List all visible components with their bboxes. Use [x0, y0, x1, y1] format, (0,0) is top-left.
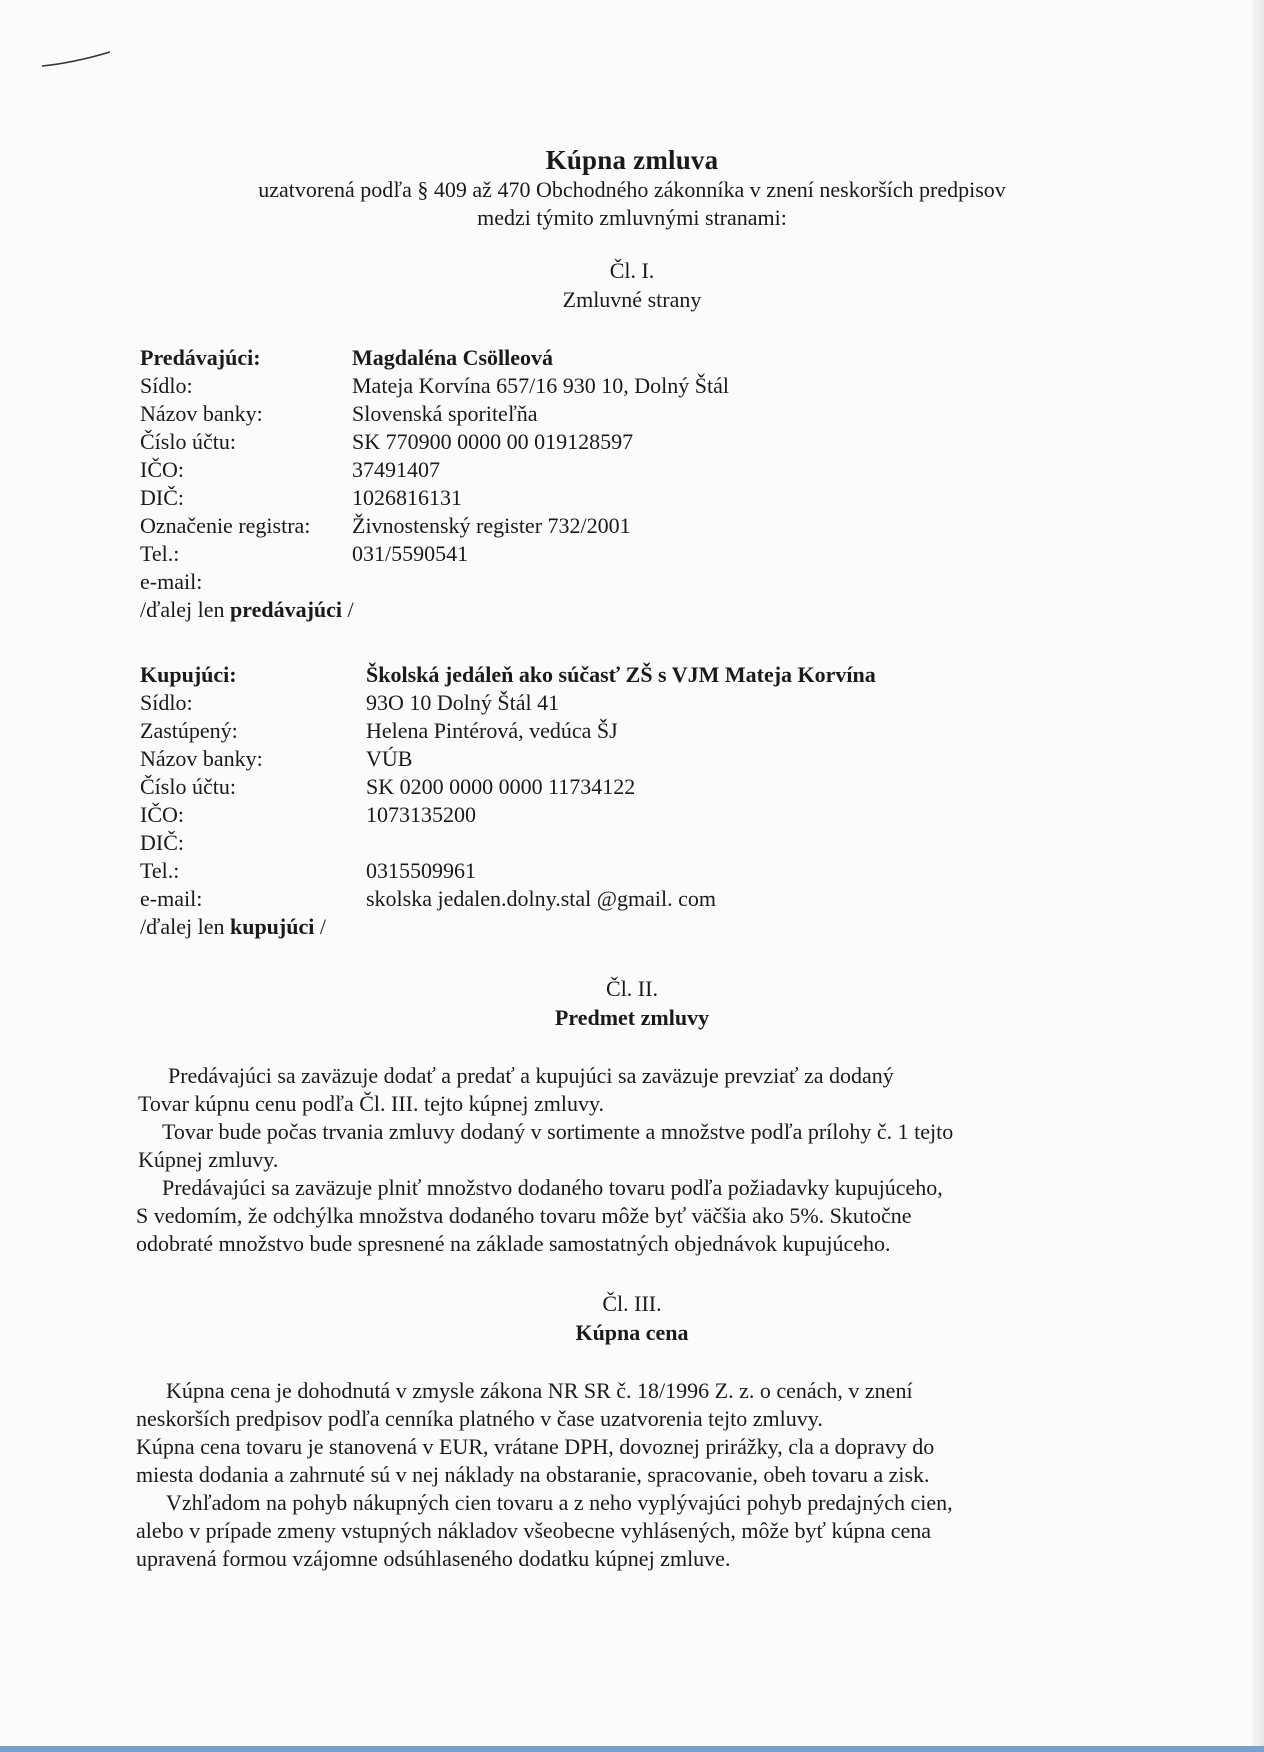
scan-right-edge	[1252, 0, 1264, 1752]
seller-name: Magdaléna Csölleová	[352, 345, 554, 370]
seller-value: Mateja Korvína 657/16 930 10, Dolný Štál	[352, 373, 730, 398]
buyer-value: skolska jedalen.dolny.stal @gmail. com	[366, 886, 716, 911]
seller-row-account	[140, 428, 1140, 456]
buyer-label: DIČ:	[140, 830, 184, 855]
seller-label: Označenie registra:	[140, 513, 311, 538]
buyer-label: Zastúpený:	[140, 718, 238, 743]
article3-line: Kúpna cena je dohodnutá v zmysle zákona NR SR č. 18/1996 Z. z. o cenách, v znení	[166, 1378, 913, 1403]
seller-row-phone	[140, 540, 1140, 568]
article3-line: upravená formou vzájomne odsúhlaseného dodatku kúpnej zmluve.	[136, 1546, 731, 1571]
seller-block	[140, 344, 1140, 624]
buyer-row-representative	[140, 717, 1140, 745]
seller-row-register	[140, 512, 1140, 540]
buyer-value: Helena Pintérová, vedúca ŠJ	[366, 718, 618, 743]
buyer-closing-prefix: /ďalej len	[140, 914, 230, 939]
buyer-closing	[140, 913, 1140, 941]
buyer-closing-term: kupujúci	[229, 914, 315, 939]
article2-title: Predmet zmluvy	[554, 1005, 710, 1030]
seller-heading-label: Predávajúci:	[140, 345, 261, 370]
buyer-value: 0315509961	[366, 858, 476, 883]
article1-title: Zmluvné strany	[562, 287, 702, 312]
buyer-row-bank	[140, 745, 1140, 773]
buyer-value: 1073135200	[366, 802, 476, 827]
seller-row-bank	[140, 400, 1140, 428]
article2-line: S vedomím, že odchýlka množstva dodaného tovaru môže byť väčšia ako 5%. Skutočne	[136, 1203, 912, 1228]
article1-number: Čl. I.	[609, 258, 655, 283]
article3-line: neskorších predpisov podľa cenníka platného v čase uzatvorenia tejto zmluvy.	[136, 1406, 823, 1431]
article2-line: Tovar bude počas trvania zmluvy dodaný v sortimente a množstve podľa prílohy č. 1 tejto	[162, 1119, 954, 1144]
buyer-row-ico	[140, 801, 1140, 829]
buyer-label: Tel.:	[140, 858, 180, 883]
seller-label: Názov banky:	[140, 401, 263, 426]
document-title: Kúpna zmluva	[545, 145, 719, 175]
seller-row-ico	[140, 456, 1140, 484]
seller-row-email	[140, 568, 1140, 596]
buyer-row-email	[140, 885, 1140, 913]
article3-title: Kúpna cena	[575, 1320, 689, 1345]
seller-label: Číslo účtu:	[140, 429, 236, 454]
buyer-label: IČO:	[140, 802, 184, 827]
buyer-closing-suffix: /	[314, 914, 326, 939]
buyer-label: Názov banky:	[140, 746, 263, 771]
seller-label: Tel.:	[140, 541, 180, 566]
buyer-heading-row	[140, 661, 1140, 689]
buyer-row-dic	[140, 829, 1140, 857]
article3-line: Kúpna cena tovaru je stanovená v EUR, vrátane DPH, dovoznej prirážky, cla a dopravy do	[136, 1434, 935, 1459]
article2-line: Kúpnej zmluvy.	[138, 1147, 279, 1172]
buyer-block	[140, 661, 1140, 941]
article2-line: odobraté množstvo bude spresnené na základe samostatných objednávok kupujúceho.	[136, 1231, 891, 1256]
seller-value: 1026816131	[352, 485, 462, 510]
buyer-label: Číslo účtu:	[140, 774, 236, 799]
buyer-value: SK 0200 0000 0000 11734122	[366, 774, 636, 799]
seller-label: IČO:	[140, 457, 184, 482]
seller-label: DIČ:	[140, 485, 184, 510]
buyer-heading-label: Kupujúci:	[140, 662, 237, 687]
article2-line: Tovar kúpnu cenu podľa Čl. III. tejto kúpnej zmluvy.	[138, 1091, 605, 1116]
article2-line: Predávajúci sa zaväzuje plniť množstvo dodaného tovaru podľa požiadavky kupujúceho,	[162, 1175, 943, 1200]
seller-value: 37491407	[352, 457, 440, 482]
buyer-label: e-mail:	[140, 886, 203, 911]
seller-closing-prefix: /ďalej len	[140, 597, 230, 622]
article3-line: miesta dodania a zahrnuté sú v nej náklady na obstaranie, spracovanie, obeh tovaru a zisk.	[136, 1462, 930, 1487]
scan-bottom-edge	[0, 1746, 1264, 1752]
buyer-row-account	[140, 773, 1140, 801]
seller-value: SK 770900 0000 00 019128597	[352, 429, 634, 454]
seller-row-address	[140, 372, 1140, 400]
buyer-value: 93O 10 Dolný Štál 41	[366, 690, 560, 715]
document-subtitle-line2: medzi týmito zmluvnými stranami:	[477, 205, 787, 230]
article2-number: Čl. II.	[606, 976, 658, 1001]
buyer-row-phone	[140, 857, 1140, 885]
seller-closing	[140, 596, 1140, 624]
buyer-label: Sídlo:	[140, 690, 193, 715]
buyer-row-address	[140, 689, 1140, 717]
seller-value: Živnostenský register 732/2001	[352, 513, 631, 538]
seller-closing-suffix: /	[342, 597, 354, 622]
article3-line: alebo v prípade zmeny vstupných nákladov všeobecne vyhlásených, môže byť kúpna cena	[136, 1518, 932, 1543]
document-subtitle-line1: uzatvorená podľa § 409 až 470 Obchodného zákonníka v znení neskorších predpisov	[258, 177, 1006, 202]
seller-label: Sídlo:	[140, 373, 193, 398]
article2-line: Predávajúci sa zaväzuje dodať a predať a kupujúci sa zaväzuje prevziať za dodaný	[168, 1063, 894, 1088]
seller-row-dic	[140, 484, 1140, 512]
seller-closing-term: predávajúci	[229, 597, 343, 622]
pen-stroke-mark	[38, 44, 118, 74]
article3-line: Vzhľadom na pohyb nákupných cien tovaru a z neho vyplývajúci pohyb predajných cien,	[166, 1490, 953, 1515]
seller-value: Slovenská sporiteľňa	[352, 401, 538, 426]
seller-label: e-mail:	[140, 569, 203, 594]
seller-value: 031/5590541	[352, 541, 469, 566]
buyer-value: VÚB	[366, 746, 413, 771]
seller-heading-row	[140, 344, 1140, 372]
buyer-name: Školská jedáleň ako súčasť ZŠ s VJM Mateja Korvína	[366, 662, 876, 687]
article3-number: Čl. III.	[602, 1291, 662, 1316]
